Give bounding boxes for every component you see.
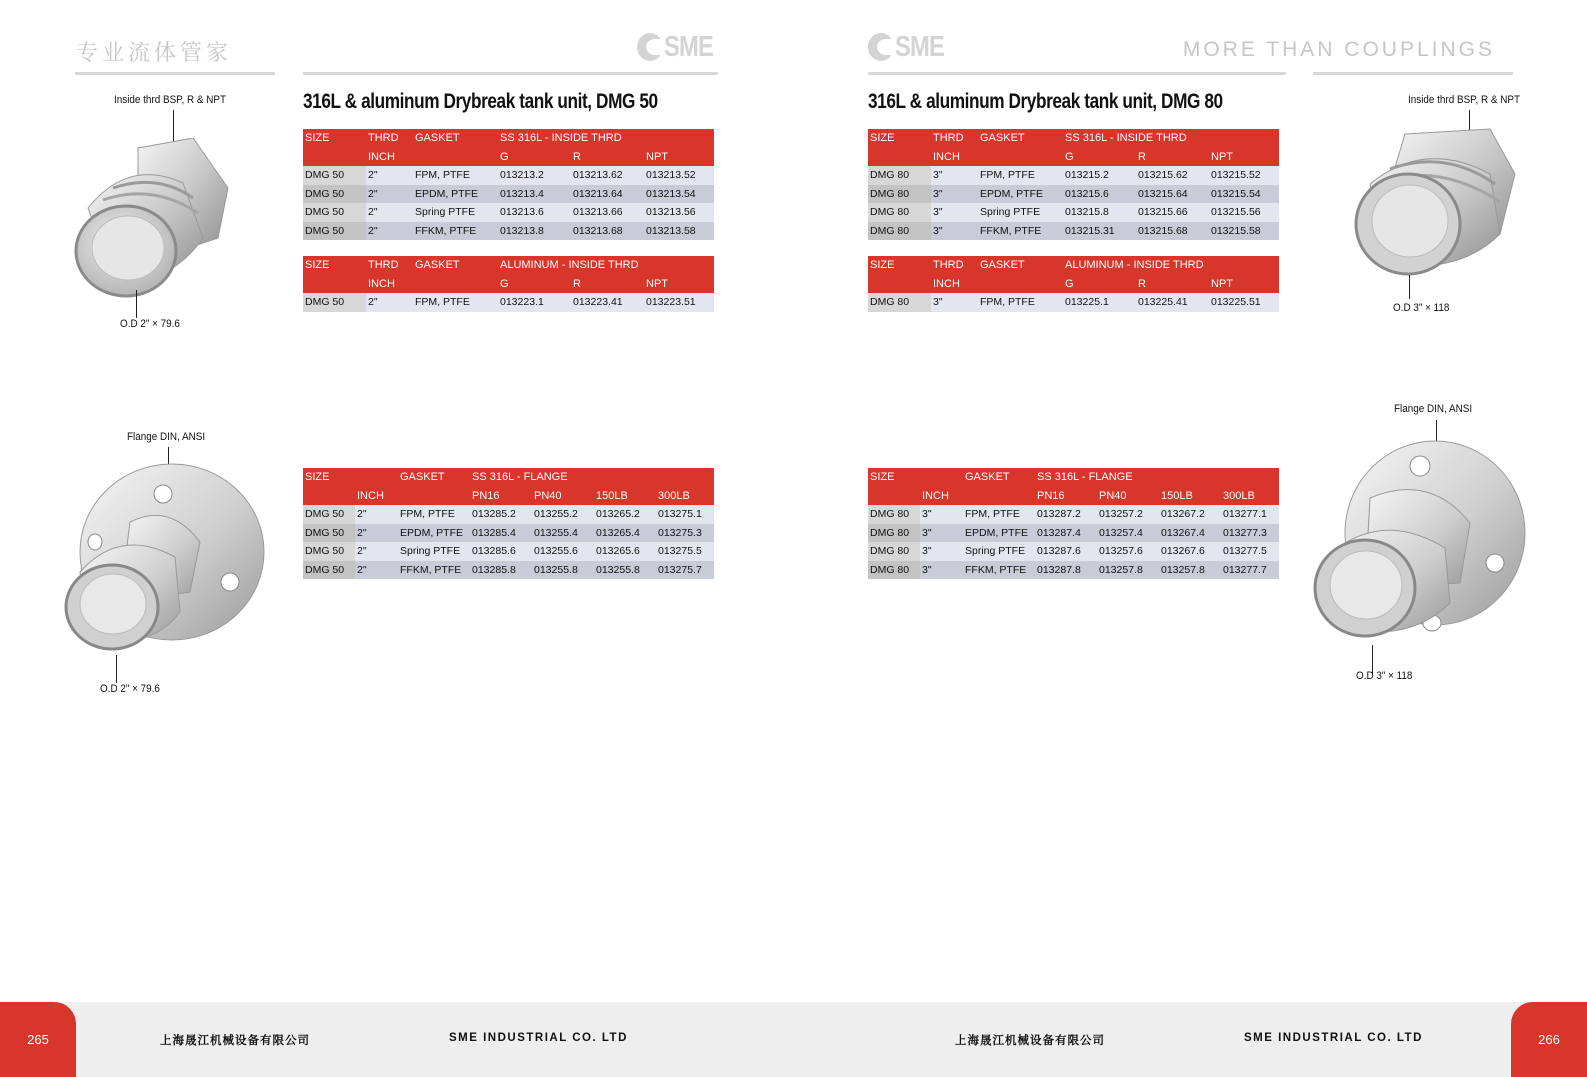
table-header: INCH (366, 275, 413, 294)
flange-coupling-illustration-dmg50 (60, 462, 270, 662)
table-row (868, 222, 1279, 241)
table-row (868, 542, 1279, 561)
table-cell: 013265.4 (594, 524, 656, 543)
table-header (868, 148, 931, 167)
table-row (303, 561, 714, 580)
table-header: GASKET (978, 129, 1063, 148)
table-cell: 013213.54 (644, 185, 714, 204)
table-header: G (1063, 148, 1136, 167)
logo-text: SME (895, 30, 945, 63)
table-cell: DMG 80 (868, 185, 931, 204)
table-cell: 2" (355, 505, 398, 524)
table-row (303, 542, 714, 561)
table-row (303, 166, 714, 185)
left-thread-top-label: Inside thrd BSP, R & NPT (114, 94, 227, 106)
table-header: THRD (931, 256, 978, 275)
left-flange-bottom-label: O.D 2" × 79.6 (100, 683, 160, 695)
table-cell: Spring PTFE (963, 542, 1035, 561)
table-cell: 013215.58 (1209, 222, 1279, 241)
table-cell: 013265.6 (594, 542, 656, 561)
table-header-row (868, 468, 1279, 487)
table-cell: FPM, PTFE (978, 166, 1063, 185)
table-cell: 013255.6 (532, 542, 594, 561)
table-header: PN40 (532, 487, 594, 506)
table-header: PN40 (1097, 487, 1159, 506)
table-cell: DMG 80 (868, 166, 931, 185)
table-cell: DMG 50 (303, 561, 355, 580)
table-cell: 013257.2 (1097, 505, 1159, 524)
left-thread-bottom-label: O.D 2" × 79.6 (120, 318, 180, 330)
table-header: PN16 (470, 487, 532, 506)
table-cell: 2" (355, 542, 398, 561)
table-cell: 013225.1 (1063, 293, 1136, 312)
table-row (303, 505, 714, 524)
table-cell: 013225.51 (1209, 293, 1279, 312)
table-header-row (303, 468, 714, 487)
table-row (303, 524, 714, 543)
table-header: ALUMINUM - INSIDE THRD (498, 256, 714, 275)
table-cell: 013285.2 (470, 505, 532, 524)
table-cell: FFKM, PTFE (978, 222, 1063, 241)
right-table-aluminum-inside-thread (868, 256, 1279, 312)
table-cell: DMG 80 (868, 293, 931, 312)
table-header: INCH (355, 487, 398, 506)
table-cell: 013257.4 (1097, 524, 1159, 543)
table-header: SIZE (303, 256, 366, 275)
logo-text: SME (664, 30, 714, 63)
left-table-ss-flange (303, 468, 714, 579)
table-header: SS 316L - FLANGE (1035, 468, 1279, 487)
table-cell: 013223.41 (571, 293, 644, 312)
table-header: SIZE (303, 129, 366, 148)
table-header: SIZE (868, 129, 931, 148)
table-cell: 3" (920, 542, 963, 561)
table-cell: 013213.62 (571, 166, 644, 185)
table-cell: DMG 50 (303, 524, 355, 543)
table-header: R (1136, 275, 1209, 294)
table-cell: DMG 80 (868, 203, 931, 222)
table-cell: DMG 50 (303, 166, 366, 185)
table-header: NPT (1209, 148, 1279, 167)
table-cell: FPM, PTFE (413, 166, 498, 185)
table-header: 150LB (594, 487, 656, 506)
table-header: R (571, 275, 644, 294)
table-cell: 013215.68 (1136, 222, 1209, 241)
table-header: THRD (366, 256, 413, 275)
table-header: NPT (1209, 275, 1279, 294)
table-cell: FPM, PTFE (413, 293, 498, 312)
table-header (355, 468, 398, 487)
table-cell: 013255.4 (532, 524, 594, 543)
table-cell: Spring PTFE (978, 203, 1063, 222)
table-cell: 013213.52 (644, 166, 714, 185)
table-cell: DMG 80 (868, 222, 931, 241)
table-header: SIZE (303, 468, 355, 487)
table-header: GASKET (963, 468, 1035, 487)
table-cell: 3" (920, 524, 963, 543)
table-cell: 2" (355, 524, 398, 543)
page-number-left: 265 (0, 1002, 76, 1077)
table-cell: 013287.4 (1035, 524, 1097, 543)
table-cell: 3" (931, 166, 978, 185)
table-header: INCH (920, 487, 963, 506)
table-cell: 013213.4 (498, 185, 571, 204)
table-cell: DMG 50 (303, 542, 355, 561)
footer-company-en-right: SME INDUSTRIAL CO. LTD (1244, 1032, 1423, 1044)
table-cell: 013223.1 (498, 293, 571, 312)
table-header (868, 487, 920, 506)
logo-mark-icon (637, 33, 663, 61)
table-cell: 013255.8 (532, 561, 594, 580)
table-header (920, 468, 963, 487)
table-row (303, 185, 714, 204)
table-row (303, 222, 714, 241)
table-header: GASKET (413, 256, 498, 275)
footer-company-cn-right: 上海晟江机械设备有限公司 (955, 1033, 1105, 1047)
logo-right (868, 30, 955, 64)
table-header: INCH (366, 148, 413, 167)
table-cell: DMG 80 (868, 542, 920, 561)
table-cell: 013285.8 (470, 561, 532, 580)
header-rule-right-2 (1313, 72, 1513, 75)
table-cell: FPM, PTFE (963, 505, 1035, 524)
leader-line (116, 655, 117, 683)
table-header: SS 316L - FLANGE (470, 468, 714, 487)
table-cell: EPDM, PTFE (963, 524, 1035, 543)
table-header: SIZE (868, 256, 931, 275)
right-table-ss-flange (868, 468, 1279, 579)
table-cell: 2" (366, 166, 413, 185)
table-cell: 013215.52 (1209, 166, 1279, 185)
table-header: NPT (644, 148, 714, 167)
table-header-row (868, 256, 1279, 275)
table-cell: 013285.4 (470, 524, 532, 543)
table-cell: 3" (931, 203, 978, 222)
table-header: THRD (366, 129, 413, 148)
leader-line (1409, 275, 1410, 299)
right-thread-top-label: Inside thrd BSP, R & NPT (1408, 94, 1521, 106)
table-cell: 013215.2 (1063, 166, 1136, 185)
table-cell: 013257.8 (1097, 561, 1159, 580)
header-rule-right-1 (868, 72, 1286, 75)
table-cell: DMG 50 (303, 203, 366, 222)
table-cell: 013215.8 (1063, 203, 1136, 222)
table-cell: 013215.66 (1136, 203, 1209, 222)
table-cell: 013213.6 (498, 203, 571, 222)
table-header: INCH (931, 148, 978, 167)
table-header-row (303, 487, 714, 506)
table-cell: 013277.1 (1221, 505, 1279, 524)
table-header: GASKET (978, 256, 1063, 275)
footer-company-cn-left: 上海晟江机械设备有限公司 (160, 1033, 310, 1047)
table-cell: 2" (366, 203, 413, 222)
table-cell: 013287.8 (1035, 561, 1097, 580)
table-header: SIZE (868, 468, 920, 487)
table-cell: Spring PTFE (413, 203, 498, 222)
table-cell: FPM, PTFE (398, 505, 470, 524)
table-cell: 013213.68 (571, 222, 644, 241)
table-cell: 013255.2 (532, 505, 594, 524)
table-row (868, 293, 1279, 312)
footer-company-en-left: SME INDUSTRIAL CO. LTD (449, 1032, 628, 1044)
table-cell: 3" (931, 185, 978, 204)
table-cell: 2" (366, 185, 413, 204)
table-cell: FFKM, PTFE (413, 222, 498, 241)
header-rule-left-1 (75, 72, 275, 75)
table-cell: 013255.8 (594, 561, 656, 580)
logo-mark-icon (868, 33, 894, 61)
table-cell: 3" (931, 293, 978, 312)
table-cell: EPDM, PTFE (978, 185, 1063, 204)
table-header-row (868, 129, 1279, 148)
table-header: SS 316L - INSIDE THRD (1063, 129, 1279, 148)
table-header (978, 275, 1063, 294)
table-cell: 013257.6 (1097, 542, 1159, 561)
table-cell: EPDM, PTFE (413, 185, 498, 204)
table-cell: 013223.51 (644, 293, 714, 312)
table-cell: 013277.5 (1221, 542, 1279, 561)
table-cell: 013267.6 (1159, 542, 1221, 561)
table-header: R (571, 148, 644, 167)
table-header (978, 148, 1063, 167)
table-cell: 013277.3 (1221, 524, 1279, 543)
threaded-coupling-illustration-dmg50 (68, 138, 238, 303)
table-cell: 013257.8 (1159, 561, 1221, 580)
table-header (413, 275, 498, 294)
table-header (303, 487, 355, 506)
table-cell: 013275.5 (656, 542, 714, 561)
table-cell: DMG 50 (303, 185, 366, 204)
header-en-tagline: MORE THAN COUPLINGS (1182, 38, 1495, 61)
table-header: R (1136, 148, 1209, 167)
table-cell: 013213.66 (571, 203, 644, 222)
table-cell: 013215.31 (1063, 222, 1136, 241)
table-header: GASKET (413, 129, 498, 148)
table-cell: 013213.64 (571, 185, 644, 204)
left-flange-top-label: Flange DIN, ANSI (127, 431, 206, 443)
table-row (868, 561, 1279, 580)
table-cell: 013287.2 (1035, 505, 1097, 524)
table-cell: 3" (920, 561, 963, 580)
table-cell: 013213.58 (644, 222, 714, 241)
table-cell: 013215.6 (1063, 185, 1136, 204)
table-cell: DMG 80 (868, 505, 920, 524)
table-cell: 2" (355, 561, 398, 580)
table-cell: 013265.2 (594, 505, 656, 524)
table-header: 150LB (1159, 487, 1221, 506)
table-row (868, 203, 1279, 222)
table-cell: 3" (931, 222, 978, 241)
right-table-ss-inside-thread (868, 129, 1279, 240)
table-row (868, 185, 1279, 204)
page-number-right: 266 (1511, 1002, 1587, 1077)
table-cell: 013285.6 (470, 542, 532, 561)
right-flange-top-label: Flange DIN, ANSI (1394, 403, 1473, 415)
table-header (398, 487, 470, 506)
table-header: G (1063, 275, 1136, 294)
table-cell: 3" (920, 505, 963, 524)
table-header: NPT (644, 275, 714, 294)
table-cell: FFKM, PTFE (398, 561, 470, 580)
table-header (303, 275, 366, 294)
table-header (413, 148, 498, 167)
table-cell: 013215.54 (1209, 185, 1279, 204)
table-header: 300LB (656, 487, 714, 506)
table-header-row (868, 148, 1279, 167)
left-section-title: 316L & aluminum Drybreak tank unit, DMG 50 (303, 90, 658, 113)
table-cell: FFKM, PTFE (963, 561, 1035, 580)
table-row (868, 166, 1279, 185)
table-header: GASKET (398, 468, 470, 487)
table-cell: 013215.62 (1136, 166, 1209, 185)
table-row (868, 505, 1279, 524)
table-cell: 013213.56 (644, 203, 714, 222)
table-header-row (303, 148, 714, 167)
table-header: ALUMINUM - INSIDE THRD (1063, 256, 1279, 275)
table-cell: DMG 50 (303, 222, 366, 241)
table-header: INCH (931, 275, 978, 294)
table-cell: 013213.2 (498, 166, 571, 185)
table-row (303, 203, 714, 222)
table-cell: DMG 80 (868, 561, 920, 580)
table-cell: 013215.64 (1136, 185, 1209, 204)
threaded-coupling-illustration-dmg80 (1350, 124, 1520, 284)
table-cell: 013213.8 (498, 222, 571, 241)
table-cell: EPDM, PTFE (398, 524, 470, 543)
table-header: PN16 (1035, 487, 1097, 506)
flange-coupling-illustration-dmg80 (1310, 438, 1530, 653)
header-rule-left-2 (303, 72, 718, 75)
table-cell: DMG 50 (303, 505, 355, 524)
table-cell: 013267.2 (1159, 505, 1221, 524)
right-section-title: 316L & aluminum Drybreak tank unit, DMG 80 (868, 90, 1223, 113)
table-cell: 013287.6 (1035, 542, 1097, 561)
table-cell: 013275.7 (656, 561, 714, 580)
leader-line (136, 290, 137, 318)
table-cell: 2" (366, 293, 413, 312)
table-header: THRD (931, 129, 978, 148)
right-thread-bottom-label: O.D 3" × 118 (1393, 302, 1450, 314)
table-row (303, 293, 714, 312)
table-header (963, 487, 1035, 506)
left-table-ss-inside-thread (303, 129, 714, 240)
table-cell: DMG 80 (868, 524, 920, 543)
table-cell: DMG 50 (303, 293, 366, 312)
table-header-row (303, 256, 714, 275)
table-cell: 013275.3 (656, 524, 714, 543)
table-header (303, 148, 366, 167)
table-header: G (498, 275, 571, 294)
table-header-row (303, 275, 714, 294)
header-cn-tagline: 专业流体管家 (76, 41, 233, 66)
table-header: G (498, 148, 571, 167)
right-flange-bottom-label: O.D 3" × 118 (1356, 670, 1413, 682)
table-cell: 2" (366, 222, 413, 241)
table-cell: 013225.41 (1136, 293, 1209, 312)
table-header-row (868, 275, 1279, 294)
table-header: SS 316L - INSIDE THRD (498, 129, 714, 148)
table-header (868, 275, 931, 294)
table-row (868, 524, 1279, 543)
table-header-row (868, 487, 1279, 506)
table-header: 300LB (1221, 487, 1279, 506)
table-cell: 013275.1 (656, 505, 714, 524)
table-cell: 013267.4 (1159, 524, 1221, 543)
table-cell: Spring PTFE (398, 542, 470, 561)
table-cell: 013215.56 (1209, 203, 1279, 222)
left-table-aluminum-inside-thread (303, 256, 714, 312)
table-cell: 013277.7 (1221, 561, 1279, 580)
logo-left (637, 30, 724, 64)
table-cell: FPM, PTFE (978, 293, 1063, 312)
table-header-row (303, 129, 714, 148)
